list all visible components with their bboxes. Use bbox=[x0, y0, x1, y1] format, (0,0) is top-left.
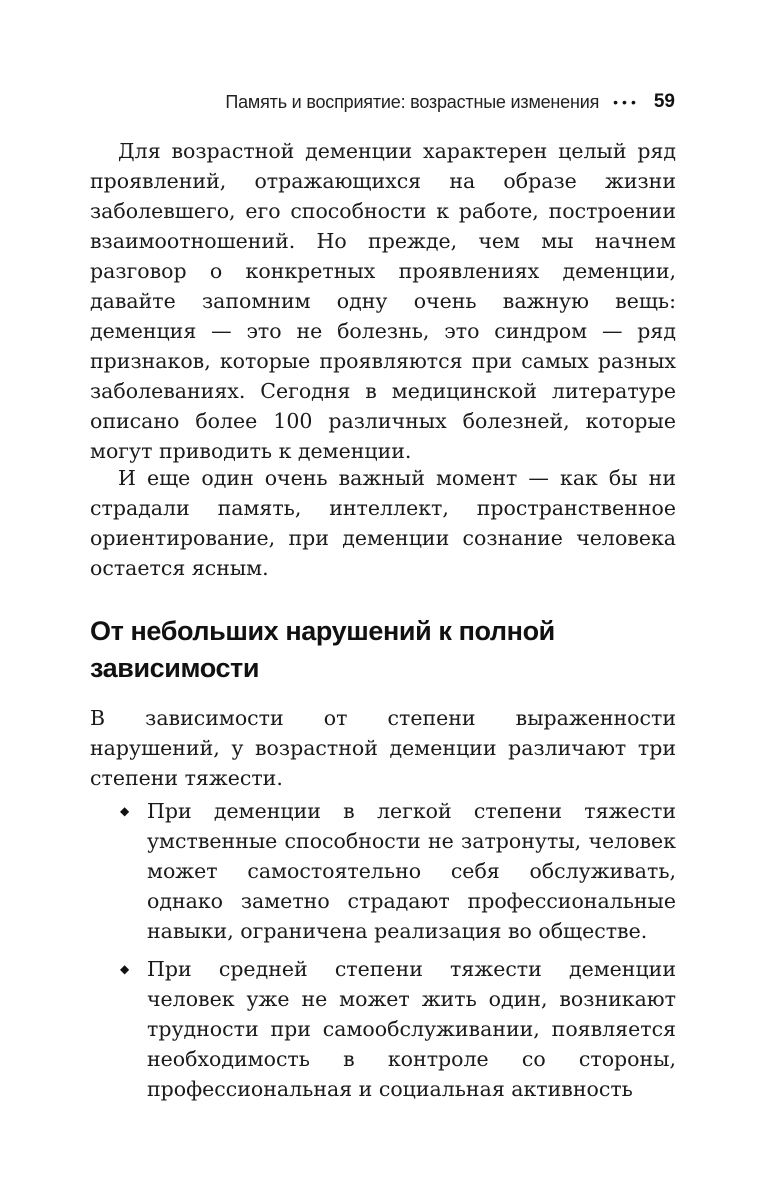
bullet-item-text: При средней степени тяжести деменции человек уже не может жить один, возникают трудности при самообслуживании, появляется необходимость в контроле со стороны, профессиональная и социальная активность bbox=[147, 957, 676, 1101]
page-number: 59 bbox=[653, 91, 675, 112]
running-header bbox=[90, 88, 675, 116]
bullet-item-text: При деменции в легкой степени тяжести умственные способности не затронуты, человек может самостоятельно себя обслуживать, однако заметно страдают профессиональные навыки, ограничена реализация во обществе. bbox=[147, 799, 676, 943]
paragraph-consciousness-clear: И еще один очень важный момент — как бы ни страдали память, интеллект, пространственное ориентирование, при деменции сознание человека остается ясным. bbox=[90, 466, 676, 580]
diamond-bullet-icon: ◆ bbox=[120, 804, 130, 818]
severity-bullet-list bbox=[90, 796, 676, 1104]
running-title: Память и восприятие: возрастные изменения bbox=[225, 91, 600, 112]
header-dots-ornament: ••• bbox=[613, 94, 640, 110]
paragraph-dementia-manifestations: Для возрастной деменции характерен целый ряд проявлений, отражающихся на образе жизни заболевшего, его способности к работе, построении взаимоотношений. Но прежде, чем мы начнем разговор о конкретных проявлениях деменции, давайте запомним одну очень важную вещь: деменция — это не болезнь, это синдром — ряд признаков, которые проявляются при самых разных заболеваниях. Сегодня в медицинской литературе описано более 100 различных болезней, которые могут приводить к деменции. bbox=[90, 139, 676, 463]
bullet-item-moderate bbox=[90, 954, 676, 1104]
section-intro-paragraph: В зависимости от степени выраженности нарушений, у возрастной деменции различают три степени тяжести. bbox=[90, 706, 676, 790]
section-heading: От небольших нарушений к полной зависимости bbox=[90, 616, 555, 683]
diamond-bullet-icon: ◆ bbox=[120, 962, 130, 976]
bullet-item-mild bbox=[90, 796, 676, 946]
